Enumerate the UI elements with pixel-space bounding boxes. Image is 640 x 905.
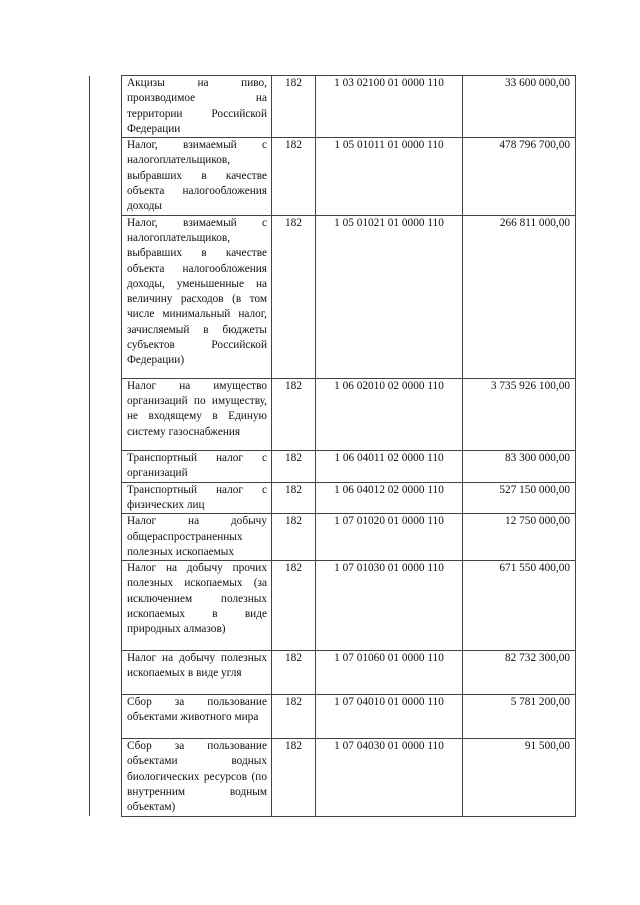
table-row: [90, 514, 576, 561]
budget-classification-code: 1 05 01011 01 0000 110: [316, 138, 463, 215]
admin-code: 182: [272, 76, 316, 138]
admin-code: 182: [272, 378, 316, 450]
budget-classification-code: 1 05 01021 01 0000 110: [316, 215, 463, 378]
admin-code: 182: [272, 561, 316, 651]
budget-classification-code: 1 07 01030 01 0000 110: [316, 561, 463, 651]
admin-code: 182: [272, 138, 316, 215]
budget-classification-code: 1 07 04030 01 0000 110: [316, 739, 463, 816]
amount: 3 735 926 100,00: [463, 378, 576, 450]
row-number-cell: [90, 651, 122, 695]
revenue-name: Налог на добычу общераспространенных полезных ископаемых: [122, 514, 272, 561]
row-number-cell: [90, 739, 122, 816]
budget-classification-code: 1 07 01060 01 0000 110: [316, 651, 463, 695]
admin-code: 182: [272, 482, 316, 514]
amount: 82 732 300,00: [463, 651, 576, 695]
budget-classification-code: 1 06 04011 02 0000 110: [316, 450, 463, 482]
table-row: [90, 450, 576, 482]
amount: 33 600 000,00: [463, 76, 576, 138]
table-row: [90, 378, 576, 450]
table-row: [90, 561, 576, 651]
row-number-cell: [90, 482, 122, 514]
revenue-name: Акцизы на пиво, производимое на территории Российской Федерации: [122, 76, 272, 138]
revenue-name: Налог, взимаемый с налогоплательщиков, выбравших в качестве объекта налогообложения доходы, уменьшенные на величину расходов (в том числе минимальный налог, зачисляемый в бюджеты субъектов Российской Федерации): [122, 215, 272, 378]
revenue-name: Налог на добычу полезных ископаемых в виде угля: [122, 651, 272, 695]
table-row: [90, 138, 576, 215]
row-number-cell: [90, 561, 122, 651]
admin-code: 182: [272, 215, 316, 378]
revenue-name: Сбор за пользование объектами животного мира: [122, 695, 272, 739]
admin-code: 182: [272, 450, 316, 482]
table-row: [90, 651, 576, 695]
revenue-name: Налог, взимаемый с налогоплательщиков, выбравших в качестве объекта налогообложения доходы: [122, 138, 272, 215]
row-number-cell: [90, 695, 122, 739]
amount: 527 150 000,00: [463, 482, 576, 514]
amount: 266 811 000,00: [463, 215, 576, 378]
amount: 91 500,00: [463, 739, 576, 816]
row-number-cell: [90, 514, 122, 561]
table-row: [90, 695, 576, 739]
admin-code: 182: [272, 514, 316, 561]
amount: 12 750 000,00: [463, 514, 576, 561]
revenue-name: Налог на добычу прочих полезных ископаемых (за исключением полезных ископаемых в виде природных алмазов): [122, 561, 272, 651]
row-number-cell: [90, 76, 122, 138]
admin-code: 182: [272, 695, 316, 739]
table-row: [90, 482, 576, 514]
amount: 5 781 200,00: [463, 695, 576, 739]
row-number-cell: [90, 215, 122, 378]
table-row: [90, 739, 576, 816]
row-number-cell: [90, 378, 122, 450]
amount: 478 796 700,00: [463, 138, 576, 215]
amount: 671 550 400,00: [463, 561, 576, 651]
revenue-name: Сбор за пользование объектами водных биологических ресурсов (по внутренним водным объектам): [122, 739, 272, 816]
budget-classification-code: 1 07 04010 01 0000 110: [316, 695, 463, 739]
revenue-table: [89, 75, 576, 817]
budget-classification-code: 1 06 04012 02 0000 110: [316, 482, 463, 514]
amount: 83 300 000,00: [463, 450, 576, 482]
revenue-name: Налог на имущество организаций по имуществу, не входящему в Единую систему газоснабжения: [122, 378, 272, 450]
row-number-cell: [90, 138, 122, 215]
table-row: [90, 76, 576, 138]
row-number-cell: [90, 450, 122, 482]
revenue-name: Транспортный налог с физических лиц: [122, 482, 272, 514]
budget-classification-code: 1 06 02010 02 0000 110: [316, 378, 463, 450]
budget-classification-code: 1 07 01020 01 0000 110: [316, 514, 463, 561]
table-row: [90, 215, 576, 378]
budget-classification-code: 1 03 02100 01 0000 110: [316, 76, 463, 138]
revenue-name: Транспортный налог с организаций: [122, 450, 272, 482]
admin-code: 182: [272, 739, 316, 816]
admin-code: 182: [272, 651, 316, 695]
